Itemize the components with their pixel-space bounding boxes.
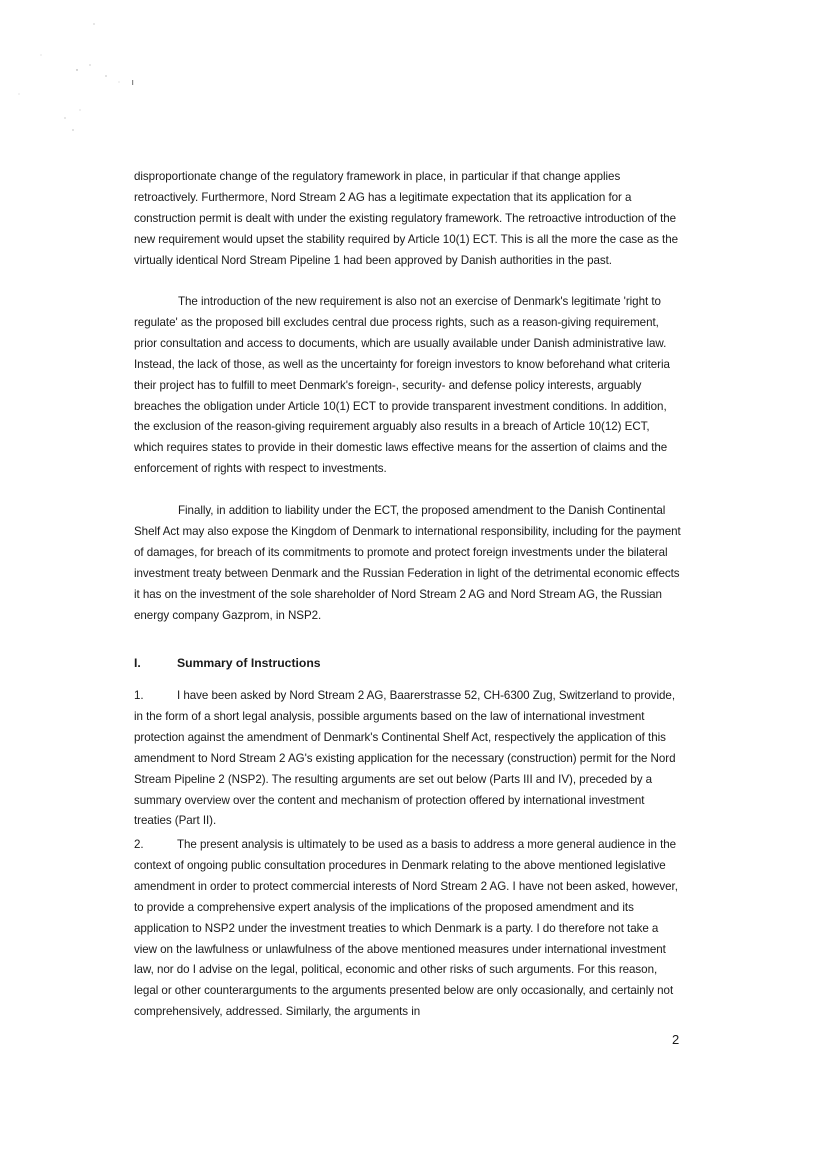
section-heading-title: Summary of Instructions <box>177 656 321 670</box>
section-heading <box>134 653 321 673</box>
finally-paragraph-text: Finally, in addition to liability under the ECT, the proposed amendment to the Danish Continental Shelf Act may also expose the Kingdom of Denmark to international responsibility, including for the payment of damages, for breach of its commitments to promote and protect foreign investments under the bilateral investment treaty between Denmark and the Russian Federation in light of the detrimental economic effects it has on the investment of the sole shareholder of Nord Stream 2 AG and Nord Stream AG, the Russian energy company Gazprom, in NSP2. <box>134 504 681 622</box>
continuation-paragraph <box>134 167 682 272</box>
finally-paragraph <box>134 501 682 626</box>
right-to-regulate-paragraph <box>134 292 682 480</box>
continuation-paragraph-text: disproportionate change of the regulatory framework in place, in particular if that change applies retroactively. Furthermore, Nord Stream 2 AG has a legitimate expectation that its application for a construction permit is dealt with under the existing regulatory framework. The retroactive introduction of the new requirement would upset the stability required by Article 10(1) ECT. This is all the more the case as the virtually identical Nord Stream Pipeline 1 had been approved by Danish authorities in the past. <box>134 170 679 267</box>
numbered-paragraph <box>134 835 682 1023</box>
right-to-regulate-paragraph-text: The introduction of the new requirement is also not an exercise of Denmark's legitimate 'right to regulate' as the proposed bill excludes central due process rights, such as a reason-giving requirement, prior consultation and access to documents, which are usually available under Danish administrative law. Instead, the lack of those, as well as the uncertainty for foreign investors to know beforehand what criteria their project has to fulfill to meet Denmark's foreign-, security- and defense policy interests, arguably breaches the obligation under Article 10(1) ECT to provide transparent investment conditions. In addition, the exclusion of the reason-giving requirement arguably also results in a breach of Article 10(12) ECT, which requires states to provide in their domestic laws effective means for the assertion of claims and the enforcement of rights with respect to investments. <box>134 295 670 476</box>
numbered-paragraph <box>134 686 682 832</box>
page-number: 2 <box>672 1032 680 1047</box>
section-heading-number: I. <box>134 656 141 670</box>
paragraph-number: 1. <box>134 689 144 702</box>
paragraph-number: 2. <box>134 838 144 851</box>
paragraph-text: The present analysis is ultimately to be used as a basis to address a more general audience in the context of ongoing public consultation procedures in Denmark relating to the above mentioned legislative amendment in order to protect commercial interests of Nord Stream 2 AG. I have not been asked, however, to provide a comprehensive expert analysis of the implications of the proposed amendment and its application to NSP2 under the investment treaties to which Denmark is a party. I do therefore not take a view on the lawfulness or unlawfulness of the above mentioned measures under international investment law, nor do I advise on the legal, political, economic and other risks of such arguments. For this reason, legal or other counterarguments to the arguments presented below are only occasionally, and certainly not comprehensively, addressed. Similarly, the arguments in <box>134 838 678 1019</box>
scan-artifact-specks <box>0 0 200 150</box>
paragraph-text: I have been asked by Nord Stream 2 AG, Baarerstrasse 52, CH-6300 Zug, Switzerland to provide, in the form of a short legal analysis, possible arguments based on the law of international investment protection against the amendment of Denmark's Continental Shelf Act, respectively the application of this amendment to Nord Stream 2 AG's existing application for the necessary (construction) permit for the Nord Stream Pipeline 2 (NSP2). The resulting arguments are set out below (Parts III and IV), preceded by a summary overview over the content and mechanism of protection offered by international investment treaties (Part II). <box>134 689 676 828</box>
